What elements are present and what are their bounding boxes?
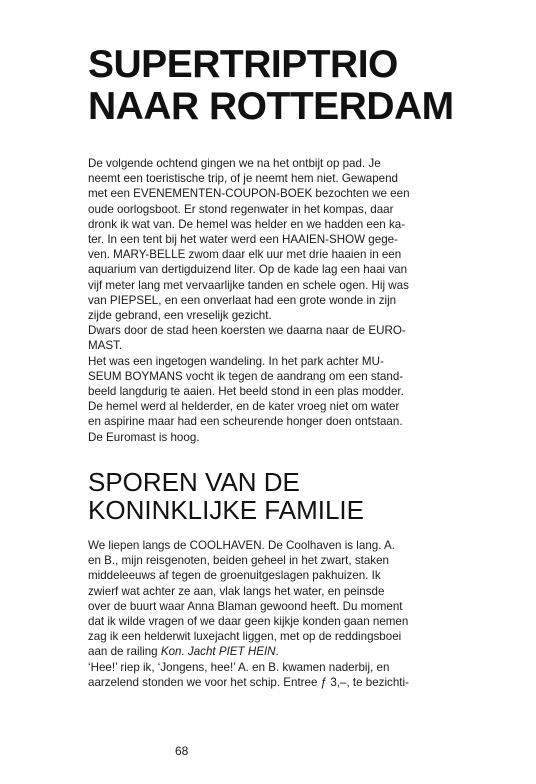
text-line: dat ik wilde vragen of we daar geen kijkje konden gaan nemen (88, 615, 409, 629)
text-line: zag ik een helderwit luxejacht liggen, met op de reddingsboei (88, 630, 402, 644)
text-line: zwierf wat achter ze aan, vlak langs het water, en peinsde (88, 584, 385, 598)
text-line: oude oorlogsboot. Er stond regenwater in het kompas, daar (88, 202, 394, 216)
chapter-title-line-1: SUPERTRIPTRIO (88, 43, 398, 86)
text-line: over de buurt waar Anna Blaman gewoond heeft. Du moment (88, 599, 403, 613)
text-line: en B., mijn reisgenoten, beiden geheel in het zwart, staken (88, 554, 389, 568)
text-line: beeld langdurig te aaien. Het beeld stond in een plas modder. (88, 385, 404, 399)
text-line: en aspirine maar had een scheurende honger doen ontstaan. (88, 415, 403, 429)
text-line: neemt een toeristische trip, of je neemt hem niet. Gewapend (88, 172, 398, 186)
chapter-title (88, 44, 454, 128)
text-line: met een EVENEMENTEN-COUPON-BOEK bezochten we een (88, 187, 410, 201)
text-line: Dwars door de stad heen koersten we daarna naar de EURO- (88, 324, 406, 338)
section-2-heading-line-1: SPOREN VAN DE (88, 467, 300, 497)
text-line: De volgende ochtend gingen we na het ontbijt op pad. Je (88, 157, 381, 170)
text-line: SEUM BOYMANS vocht ik tegen de aandrang om een stand- (88, 369, 404, 383)
text-line: vijf meter lang met vervaarlijke tanden en schele ogen. Hij was (88, 278, 409, 292)
text-line: Het was een ingetogen wandeling. In het park achter MU- (88, 354, 384, 368)
text-line: ter. In een tent bij het water werd een HAAIEN-SHOW gege- (88, 233, 398, 247)
section-2-text (88, 538, 498, 690)
railing-suffix: . (275, 645, 279, 659)
text-line: MAST. (88, 339, 123, 353)
text-line: van PIEPSEL, en een onverlaat had een grote wonde in zijn (88, 293, 397, 307)
text-line: We liepen langs de COOLHAVEN. De Coolhaven is lang. A. (88, 539, 395, 552)
section-2-heading (88, 468, 364, 524)
text-line: ven. MARY-BELLE zwom daar elk uur met drie haaien in een (88, 248, 402, 262)
text-line: middeleeuws af tegen de groenuitgeslagen pakhuizen. Ik (88, 569, 381, 583)
railing-prefix: aan de railing (88, 645, 161, 659)
text-line: aquarium van dertigduizend liter. Op de kade lag een haai van (88, 263, 408, 277)
text-line: De hemel werd al helderder, en de kater vroeg niet om water (88, 400, 400, 414)
section-1-text (88, 156, 498, 445)
text-line: dronk ik wat van. De hemel was helder en we hadden een ka- (88, 217, 406, 231)
text-line: aarzelend stonden we voor het schip. Entree ƒ 3,–, te bezichti- (88, 675, 409, 689)
text-line: ‘Hee!’ riep ik, ‘Jongens, hee!’ A. en B. kwamen naderbij, en (88, 660, 390, 674)
section-2-heading-line-2: KONINKLIJKE FAMILIE (88, 495, 364, 525)
yacht-name: Kon. Jacht PIET HEIN (160, 645, 276, 659)
text-line: De Euromast is hoog. (88, 430, 200, 444)
text-line-railing (88, 644, 498, 659)
text-line: zijde gebrand, een vreselijk gezicht. (88, 309, 272, 323)
page-number: 68 (175, 744, 189, 758)
chapter-title-line-2: NAAR ROTTERDAM (88, 85, 454, 128)
